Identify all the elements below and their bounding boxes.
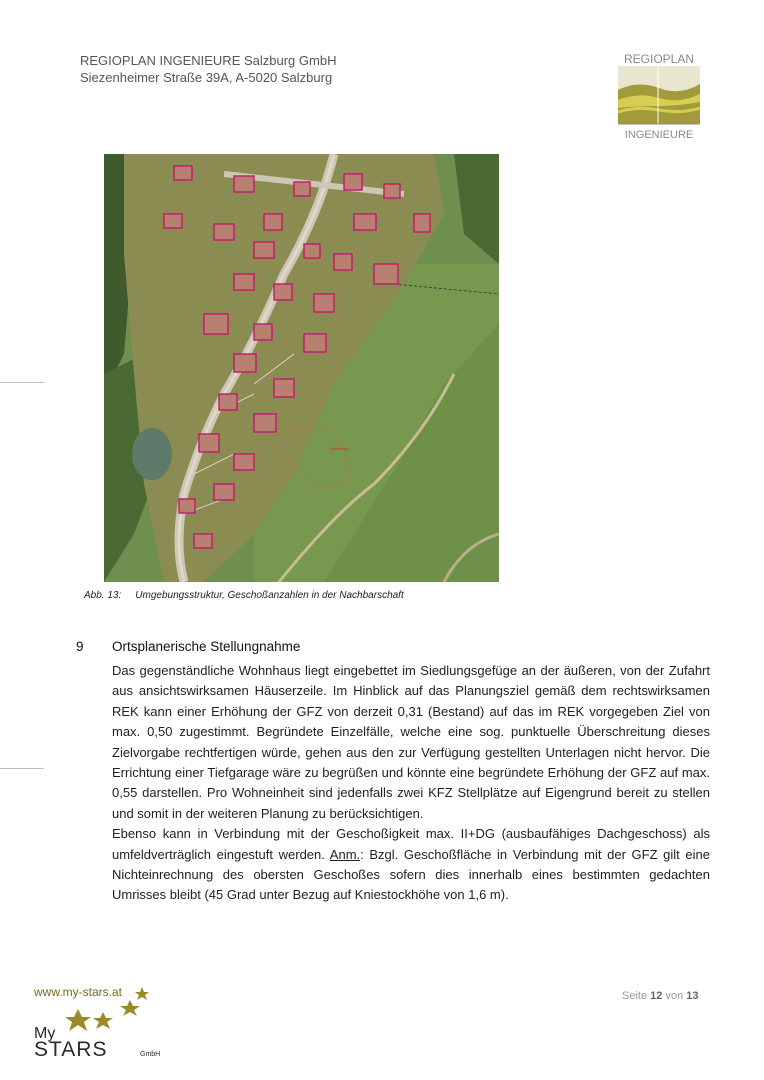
caption-text: Umgebungsstruktur, Geschoßanzahlen in der Nachbarschaft [135, 590, 404, 601]
page-total: 13 [686, 990, 699, 1002]
page-number [622, 990, 699, 1002]
logo-bottom-text: INGENIEURE [624, 129, 694, 141]
website-text: www.my-stars.at [34, 985, 123, 999]
logo-top-text: REGIOPLAN [623, 52, 695, 66]
section-body [112, 661, 710, 906]
fold-mark [0, 768, 44, 769]
caption-number: Abb. 13: [84, 590, 122, 601]
my-stars-logo [30, 984, 200, 1064]
note-label: Anm. [329, 846, 361, 862]
paragraph: Das gegenständliche Wohnhaus liegt eingebettet im Siedlungsgefüge an der äußeren, von der Zufahrt aus ansichtswirksamen Häuserzeile. Im Hinblick auf das Planungsziel gemäß dem rechtswirksamen REK kann einer Erhöhung der GFZ von derzeit 0,31 (Bestand) auf das im REK vorgegeben Ziel von max. 0,50 zugestimmt. Begründete Einzelfälle, welche eine sog. punktuelle Überschreitung dieses Zielvorgabe rechtfertigen würde, gehen aus den zur Verfügung gestellten Unterlagen nicht hervor. Die Errichtung einer Tiefgarage wäre zu begrüßen und könnte eine begründete Erhöhung der GFZ auf max. 0,55 darstellen. Pro Wohneinheit sind jedenfalls zwei KFZ Stellplätze auf Eigengrund bereit zu stellen und somit in der weiteren Planung zu berücksichtigen. [112, 663, 710, 821]
company-address [80, 52, 336, 86]
figure-caption [84, 590, 404, 601]
section-title: Ortsplanerische Stellungnahme [112, 639, 301, 654]
page-current: 12 [650, 990, 663, 1002]
brand-stars: STARS [34, 1038, 108, 1061]
section-number: 9 [76, 639, 84, 654]
fold-mark [0, 382, 44, 383]
page-separator: von [665, 990, 684, 1002]
paragraph-text: Ebenso kann in Verbindung mit der Geschoßigkeit max. II+DG (ausbaufähiges Dachgeschoss) als umfeldverträglich eingestuft werden. [112, 826, 710, 862]
aerial-map [104, 154, 499, 582]
company-street: Siezenheimer Straße 39A, A-5020 Salzburg [80, 70, 333, 85]
regioplan-logo [618, 50, 700, 142]
map-target-label: Wohnhaus [330, 446, 350, 451]
paragraph [112, 824, 710, 906]
page-prefix: Seite [622, 990, 648, 1002]
brand-gmbh: GmbH [140, 1051, 161, 1058]
company-name: REGIOPLAN INGENIEURE Salzburg GmbH [80, 53, 337, 68]
brand-my: My [34, 1025, 56, 1042]
paragraph-text: : Bzgl. Geschoßfläche in Verbindung mit der GFZ gilt eine Nichteinrechnung des obersten Geschoßes sofern dies innerhalb eines bestimmten gedachten Umrisses bleibt (45 Grad unter Bezug auf Kniestockhöhe von 1,6 m). [112, 846, 710, 903]
